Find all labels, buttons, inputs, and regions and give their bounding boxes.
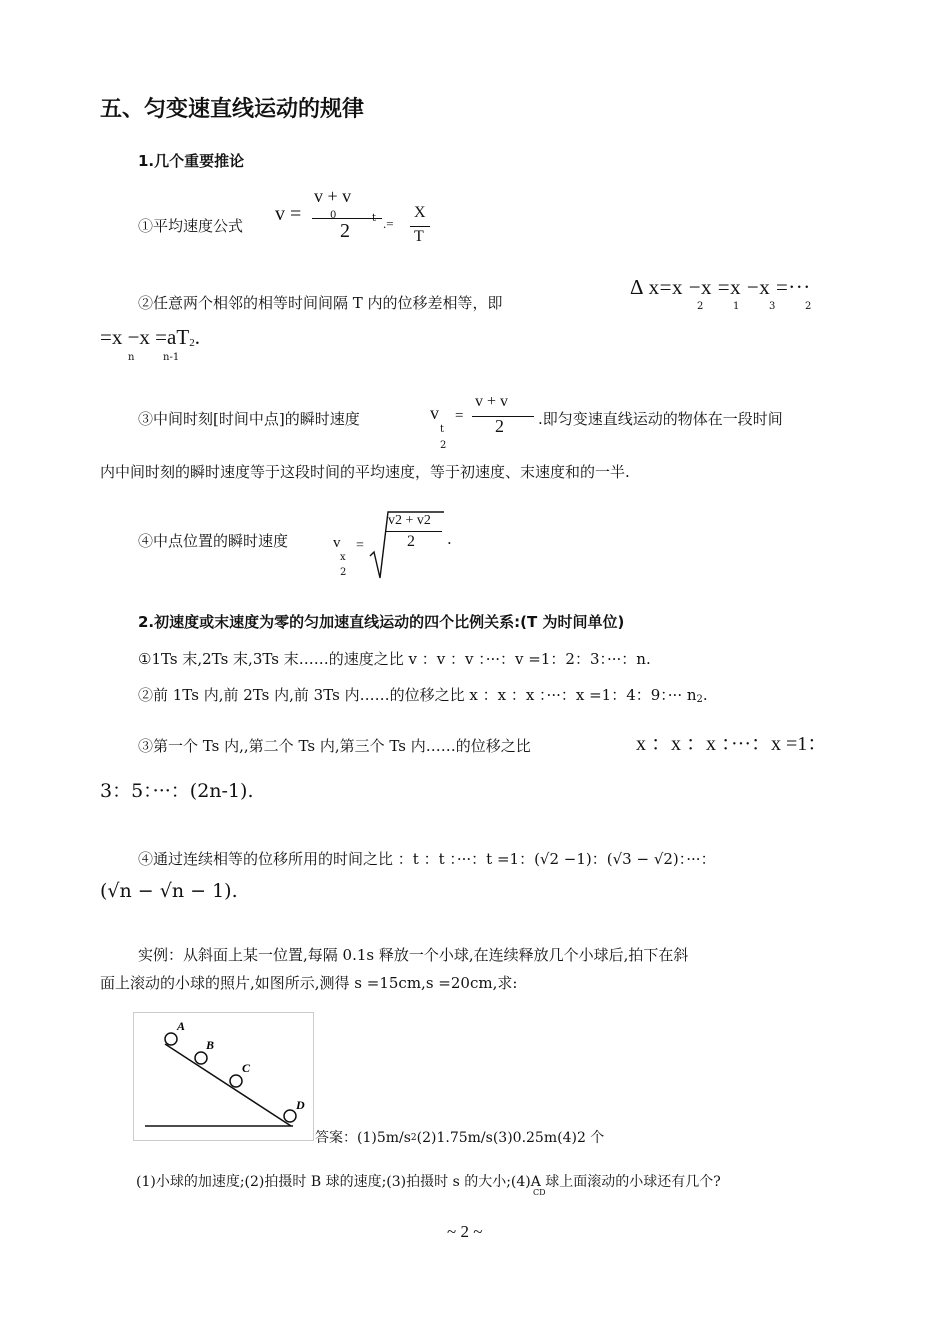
item1-subt: t [372, 213, 377, 224]
item3-denominator: 2 [495, 416, 504, 436]
incline-line [165, 1044, 291, 1126]
item4-vsub: x [340, 552, 346, 563]
ball-b [195, 1052, 207, 1064]
ratio1: ①1Ts 末,2Ts 末,3Ts 末……的速度之比 v ：v ：v ：···：v =1：2：3：···：n. [138, 650, 651, 668]
incline-figure [133, 1012, 315, 1142]
item1-tail: .= [383, 216, 394, 231]
item4-numerator: v2 + v2 [388, 513, 431, 528]
item4-end: . [447, 530, 452, 548]
item1-lhs: v = [275, 203, 302, 225]
questions: (1)小球的加速度;(2)拍摄时 B 球的速度;(3)拍摄时 s 的大小;(4)A 球上面滚动的小球还有几个? [136, 1174, 721, 1190]
item4-vsub2: 2 [340, 567, 347, 578]
questions-sub-cd: CD [533, 1188, 546, 1197]
item3-vsub2: 2 [440, 440, 447, 451]
ratio3-formula: x ：x ：x ：···：x =1： [636, 733, 828, 755]
item3-v: v [430, 403, 439, 423]
label-a: A [177, 1019, 186, 1033]
item2-text: ②任意两个相邻的相等时间间隔 T 内的位移差相等，即 [138, 294, 503, 312]
item2-sub-2b: 2 [805, 301, 812, 312]
section-title: 五、匀变速直线运动的规律 [100, 97, 365, 122]
item2-formula1: Δ x=x −x =x −x =··· [630, 275, 811, 299]
label-d: D [296, 1098, 305, 1112]
item2-sub-2: 2 [697, 301, 704, 312]
ratio2: ②前 1Ts 内,前 2Ts 内,前 3Ts 内……的位移之比 x ：x ：x ：···：x =1：4：9：··· n2. [138, 686, 708, 705]
label-b: B [206, 1038, 215, 1052]
item3-text-after: .即匀变速直线运动的物体在一段时间 [538, 410, 783, 428]
example-line2: 面上滚动的小球的照片,如图所示,测得 s =15cm,s =20cm,求: [100, 974, 518, 992]
ratio3: ③第一个 Ts 内,,第二个 Ts 内,第三个 Ts 内……的位移之比 [138, 737, 531, 755]
item3-prefix: ③中间时刻[时间中点]的瞬时速度 [138, 410, 360, 428]
ratio3-line2: 3：5：···：(2n-1). [100, 780, 254, 802]
item3-numerator: v + v [475, 393, 509, 410]
item3-line2: 内中间时刻的瞬时速度等于这段时间的平均速度，等于初速度、末速度和的一半. [100, 463, 630, 481]
part1-heading: 1.几个重要推论 [138, 152, 245, 170]
item4-eq: = [356, 538, 364, 553]
example-line1: 实例：从斜面上某一位置,每隔 0.1s 释放一个小球,在连续释放几个小球后,拍下在斜 [138, 946, 689, 964]
item1-frac2-den: T [414, 228, 424, 245]
item3-vsub: t [440, 424, 445, 435]
item1-frac2-bar [410, 226, 430, 227]
page-number: ~ 2 ~ [447, 1222, 483, 1241]
item2-sub-3: 3 [769, 301, 776, 312]
ball-d [284, 1110, 296, 1122]
item2-sub-n: n [128, 352, 135, 363]
item4-prefix: ④中点位置的瞬时速度 [138, 532, 289, 550]
item4-denominator: 2 [407, 533, 415, 550]
item2-sub-n1: n-1 [163, 352, 180, 363]
item1-sub0: 0 [330, 210, 337, 221]
item4-v: v [333, 535, 341, 551]
item1-frac2-num: X [414, 204, 426, 221]
item1-denominator: 2 [340, 220, 350, 242]
ratio4: ④通过连续相等的位移所用的时间之比 ：t ：t ：···：t =1：(√2 −1)：(√3 − √2)：···： [138, 850, 716, 868]
item2-sub-1: 1 [733, 301, 740, 312]
item3-eq: = [455, 408, 464, 424]
item1-numerator: v + v [314, 186, 352, 206]
item4-fraction-bar [386, 531, 442, 532]
answer: 答案：(1)5m/s2(2)1.75m/s(3)0.25m(4)2 个 [315, 1130, 605, 1146]
part2-heading: 2.初速度或末速度为零的匀加速直线运动的四个比例关系:(T 为时间单位) [138, 613, 625, 631]
ball-c [230, 1075, 242, 1087]
ratio4-line2: (√n − √n − 1). [100, 880, 238, 902]
label-c: C [242, 1061, 251, 1075]
item2-formula2: =x −x =aT2. [100, 325, 200, 349]
ball-a [165, 1033, 177, 1045]
item1-prefix: ①平均速度公式 [138, 217, 244, 235]
